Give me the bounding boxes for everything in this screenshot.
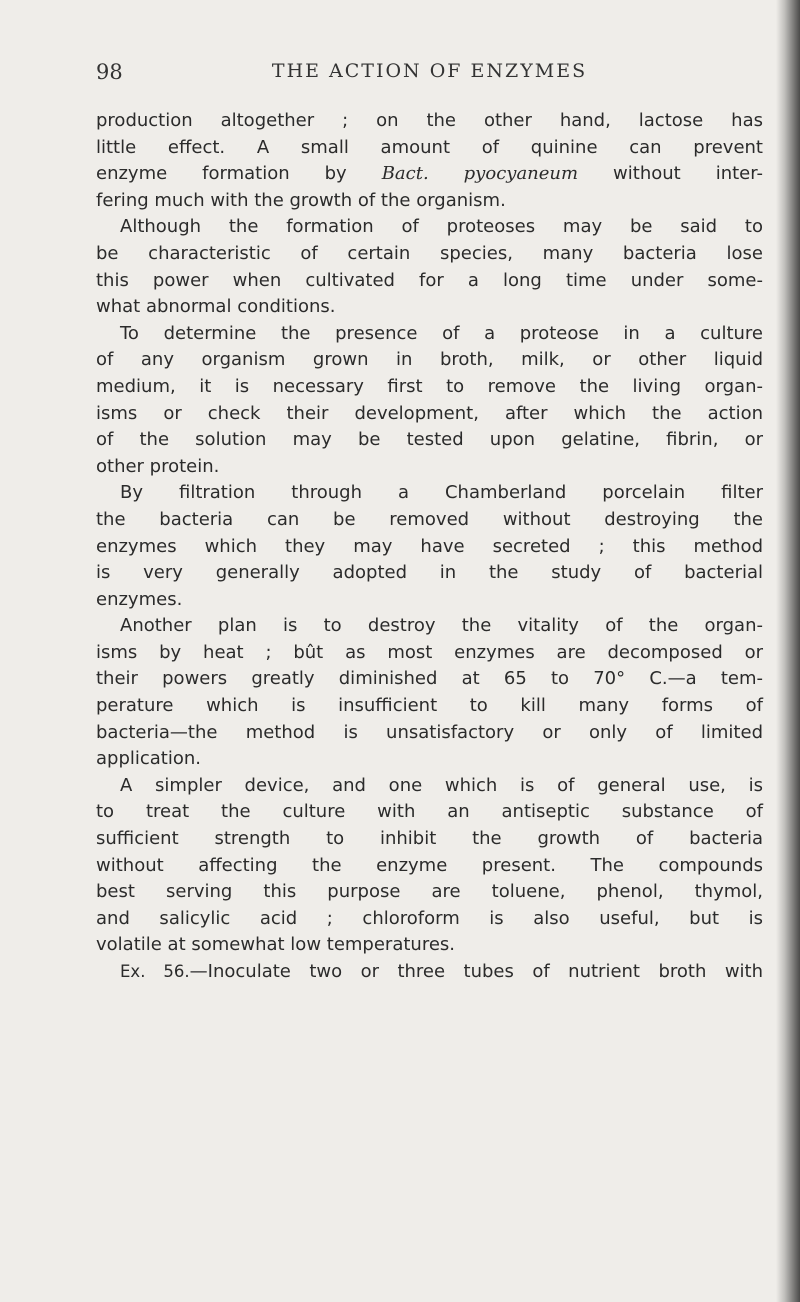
text-line: little effect. A small amount of quinine can prevent bbox=[96, 136, 763, 158]
text-line: enzymes which they may have secreted ; this method bbox=[96, 535, 763, 557]
species-name: Bact. pyocyaneum bbox=[381, 163, 579, 185]
page-header bbox=[96, 60, 763, 94]
text-line: medium, it is necessary first to remove the living organ- bbox=[96, 375, 763, 397]
running-title: THE ACTION OF ENZYMES bbox=[271, 60, 588, 82]
text-line: fering much with the growth of the organism. bbox=[96, 189, 506, 211]
text-line: Another plan is to destroy the vitality of the organ- bbox=[120, 615, 763, 637]
line-text: enzyme formation by bbox=[96, 163, 382, 185]
text-line: volatile at somewhat low temperatures. bbox=[96, 934, 455, 956]
text-line: isms by heat ; bût as most enzymes are decomposed or bbox=[96, 641, 763, 663]
text-line: other protein. bbox=[96, 455, 220, 477]
text-line: A simpler device, and one which is of general use, is bbox=[120, 774, 763, 796]
text-line: production altogether ; on the other hand, lactose has bbox=[96, 110, 763, 131]
text-line: without affecting the enzyme present. The compounds bbox=[96, 854, 763, 876]
text-line: their powers greatly diminished at 65 to 70° C.—a tem- bbox=[96, 668, 763, 690]
page-number: 98 bbox=[96, 60, 123, 84]
exercise-text: —Inoculate two or three tubes of nutrient broth with bbox=[189, 961, 764, 982]
text-line: be characteristic of certain species, many bacteria lose bbox=[96, 242, 763, 264]
exercise-label: Ex. 56. bbox=[120, 962, 190, 981]
text-line: to treat the culture with an antiseptic substance of bbox=[96, 801, 763, 823]
body-text bbox=[96, 108, 763, 986]
text-line: this power when cultivated for a long time under some- bbox=[96, 269, 763, 291]
text-line bbox=[96, 161, 763, 188]
text-line: To determine the presence of a proteose in a culture bbox=[120, 322, 763, 344]
text-line: is very generally adopted in the study of bacterial bbox=[96, 562, 763, 584]
text-line: and salicylic acid ; chloroform is also useful, but is bbox=[96, 907, 763, 929]
text-line: By filtration through a Chamberland porcelain filter bbox=[120, 482, 763, 504]
text-line: what abnormal conditions. bbox=[96, 296, 336, 318]
text-line: best serving this purpose are toluene, phenol, thymol, bbox=[96, 881, 763, 903]
text-line: bacteria—the method is unsatisfactory or only of limited bbox=[96, 721, 763, 743]
text-line: application. bbox=[96, 748, 202, 770]
text-line: Although the formation of proteoses may be said to bbox=[120, 216, 763, 238]
text-line bbox=[96, 959, 763, 986]
page-edge-shadow bbox=[776, 0, 800, 1302]
text-line: isms or check their development, after which the action bbox=[96, 402, 763, 424]
line-text: without inter- bbox=[578, 163, 763, 185]
text-line: perature which is insufficient to kill many forms of bbox=[96, 695, 763, 717]
text-line: of the solution may be tested upon gelatine, fibrin, or bbox=[96, 429, 763, 451]
text-line: enzymes. bbox=[96, 588, 183, 610]
text-line: of any organism grown in broth, milk, or other liquid bbox=[96, 349, 763, 371]
text-line: the bacteria can be removed without destroying the bbox=[96, 508, 763, 530]
text-line: sufficient strength to inhibit the growth of bacteria bbox=[96, 828, 763, 850]
